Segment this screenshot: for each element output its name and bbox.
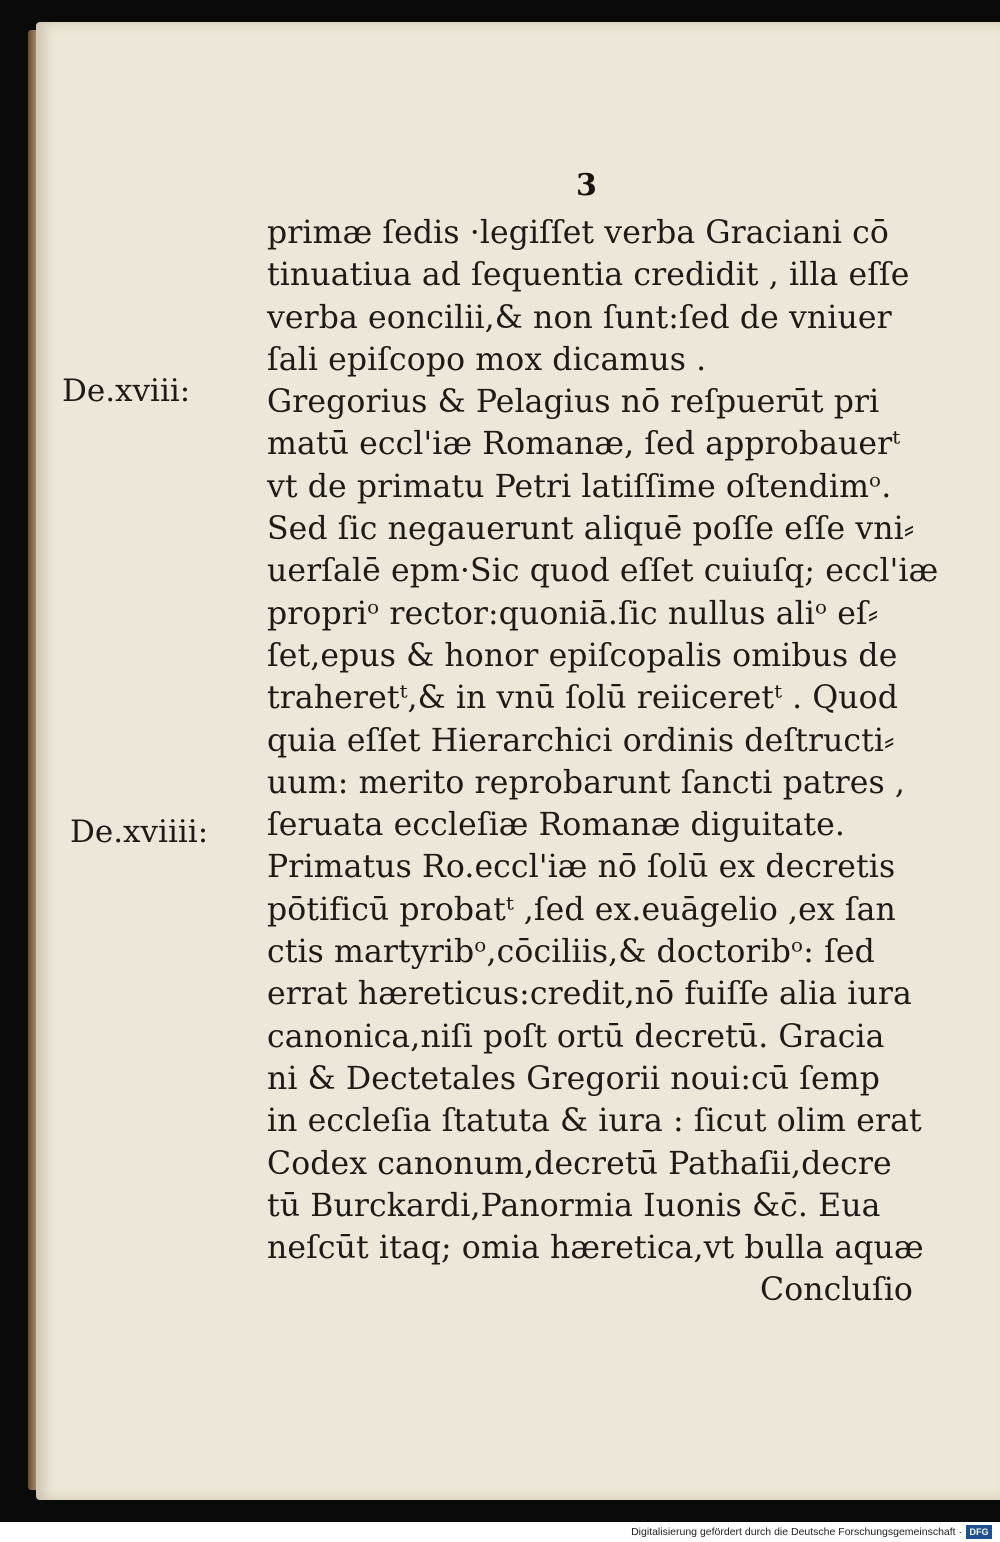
text-line: ni & Dectetales Gregorii noui:cū ſemp [267,1060,881,1097]
catchword: Concluſio [760,1272,913,1309]
text-line: Sed ſic negauerunt aliquē poſſe eſſe vni⸗ [267,511,915,548]
text-line: traheretᵗ,& in vnū ſolū reiiceretᵗ . Quod [267,680,899,717]
text-line: propriᵒ rector:quoniā.ſic nullus aliᵒ eſ⸗ [267,595,879,632]
margin-note-2: De.xviiii: [70,814,209,850]
text-line: neſcūt itaq; omia hæretica,vt bulla aquæ [267,1230,924,1267]
text-line: quia eſſet Hierarchici ordinis deſtructi⸗ [267,722,895,759]
text-line: uum: merito reprobarunt ſancti patres , [267,764,905,801]
text-line: pōtificū probatᵗ ,ſed ex.euāgelio ,ex ſan [267,891,896,928]
text-line: Codex canonum,decretū Pathaſii,decre [267,1145,892,1182]
text-line: vt de primatu Petri latiſſime oſtendimᵒ. [267,468,892,505]
text-line: ſali epiſcopo mox dicamus . [267,341,707,378]
text-line: in eccleſia ſtatuta & iura : ſicut olim erat [267,1103,922,1140]
margin-note-1: De.xviii: [62,373,191,409]
text-line: uerſalē epm·Sic quod eſſet cuiuſq; eccl'iæ [267,553,939,590]
text-line: canonica,niſi poſt ortū decretū. Gracia [267,1018,885,1055]
text-line: Gregorius & Pelagius nō reſpuerūt pri [267,384,880,421]
text-line: tinuatiua ad ſequentia credidit , illa eſſe [267,257,910,294]
text-line: ſeruata eccleſiæ Romanæ diguitate. [267,807,846,844]
funding-credit: Digitalisierung gefördert durch die Deutsche Forschungsgemeinschaft · [631,1526,962,1538]
text-line: verba eoncilii,& non ſunt:ſed de vniuer [267,299,892,336]
dfg-logo: DFG [966,1525,992,1539]
text-line: primæ ſedis ·legiſſet verba Graciani cō [267,215,889,251]
text-line: tū Burckardi,Panormia Iuonis &c̄. Eua [267,1187,881,1224]
text-line: ſet,epus & honor epiſcopalis omibus de [267,637,898,674]
text-block [267,212,957,1312]
text-line: Primatus Ro.eccl'iæ nō ſolū ex decretis [267,849,896,886]
page-number: 3 [576,168,597,203]
footer-bar [0,1522,1000,1542]
text-line: errat hæreticus:credit,nō fuiſſe alia iura [267,976,912,1013]
text-line: matū eccl'iæ Romanæ, ſed approbauerᵗ [267,426,901,463]
text-line: ctis martyribᵒ,cōciliis,& doctoribᵒ: ſed [267,934,875,971]
